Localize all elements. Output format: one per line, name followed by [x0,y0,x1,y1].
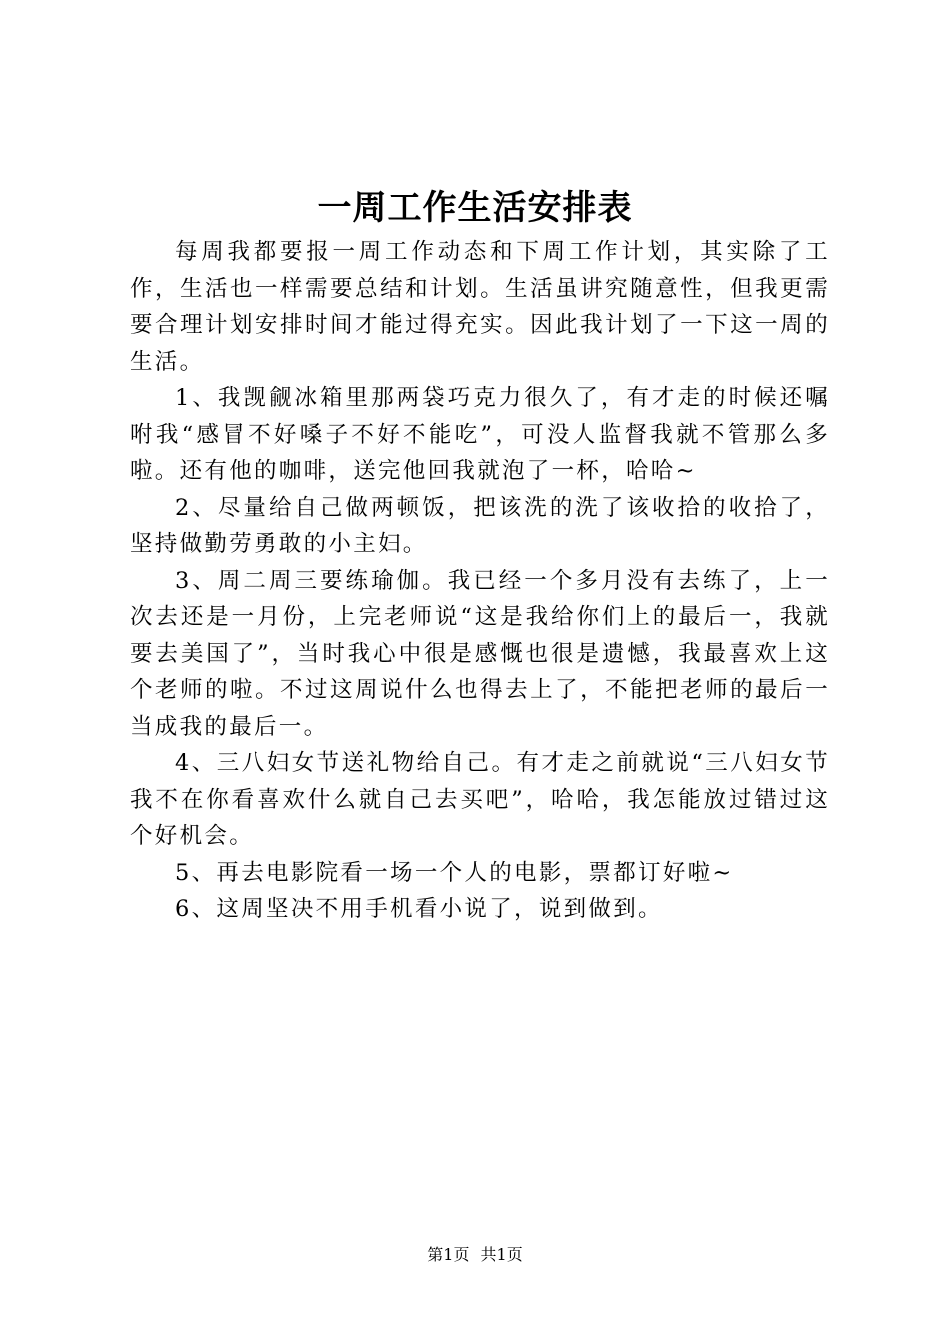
page-footer [0,1243,950,1267]
paragraph-intro: 每周我都要报一周工作动态和下周工作计划，其实除了工作，生活也一样需要总结和计划。生活虽讲究随意性，但我更需要合理计划安排时间才能过得充实。因此我计划了一下这一周的生活。 [130,239,830,375]
document-body [130,234,830,928]
paragraph-item-4: 4、三八妇女节送礼物给自己。有才走之前就说“三八妇女节我不在你看喜欢什么就自己去买吧”，哈哈，我怎能放过错过这个好机会。 [130,750,830,849]
page-total: 共1页 [480,1245,523,1264]
paragraph-item-6: 6、这周坚决不用手机看小说了，说到做到。 [175,896,663,922]
paragraph-item-1: 1、我觊觎冰箱里那两袋巧克力很久了，有才走的时候还嘱咐我“感冒不好嗓子不好不能吃”，可没人监督我就不管那么多啦。还有他的咖啡，送完他回我就泡了一杯，哈哈~ [130,385,830,484]
document-title: 一周工作生活安排表 [317,188,633,228]
paragraph-item-5: 5、再去电影院看一场一个人的电影，票都订好啦~ [175,859,734,886]
paragraph-item-2: 2、尽量给自己做两顿饭，把该洗的洗了该收拾的收拾了，坚持做勤劳勇敢的小主妇。 [130,494,830,557]
page-number: 第1页 [427,1245,470,1264]
paragraph-item-3: 3、周二周三要练瑜伽。我已经一个多月没有去练了，上一次去还是一月份，上完老师说“这是我给你们上的最后一，我就要去美国了”，当时我心中很是感慨也很是遗憾，我最喜欢上这个老师的啦。不过这周说什么也得去上了，不能把老师的最后一当成我的最后一。 [130,567,830,740]
